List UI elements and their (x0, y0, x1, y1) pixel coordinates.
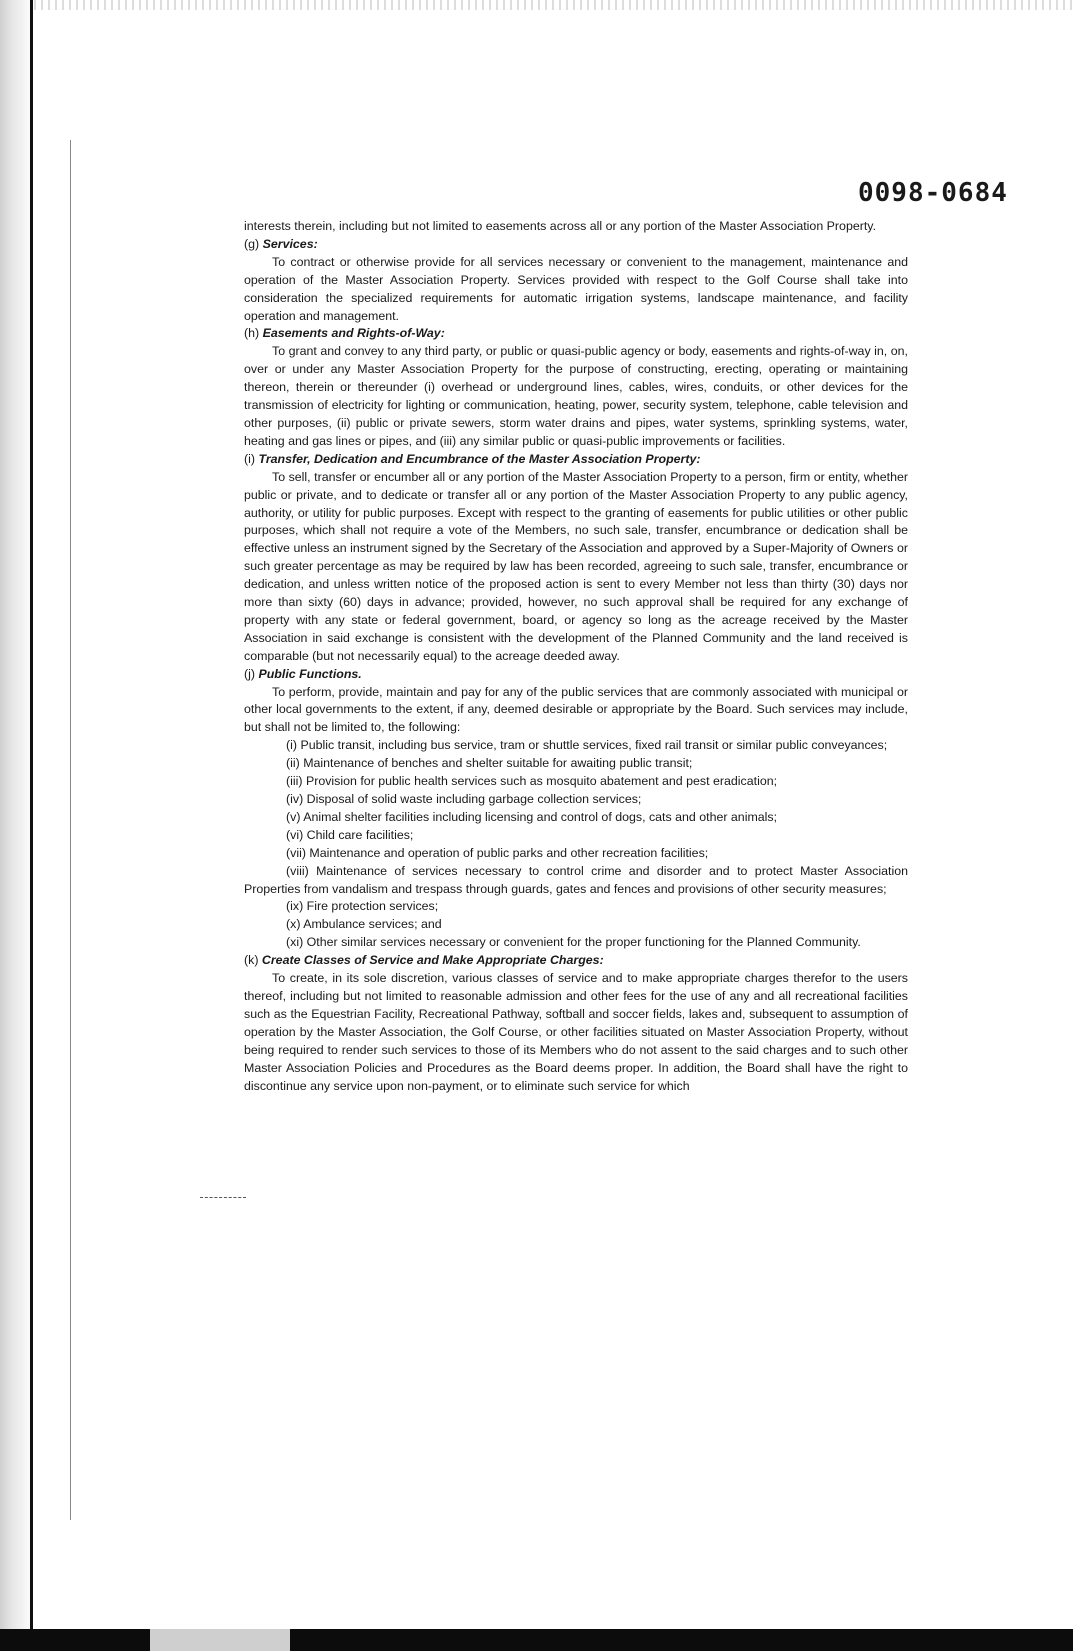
page-stamp-number: 0098-0684 (858, 178, 1008, 208)
list-item: (ii) Maintenance of benches and shelter suitable for awaiting public transit; (286, 756, 693, 771)
section-heading (244, 451, 908, 469)
margin-dash-mark (200, 1197, 246, 1199)
paragraph: To grant and convey to any third party, or public or quasi-public agency or body, easements and rights-of-way in, on, over or under any Master Association Property for the purpose of constructing, erecting, operating or maintaining thereon, therein or thereunder (i) overhead or underground lines, cables, wires, conduits, or other devices for the transmission of electricity for lighting or communication, heating, power, security system, telephone, cable television and other purposes, (ii) public or private sewers, storm water drains and pipes, water systems, sprinkling systems, water, heating and gas lines or pipes, and (iii) any similar public or quasi-public improvements or facilities. (244, 344, 908, 448)
list-item: (xi) Other similar services necessary or convenient for the proper functioning for the Planned Community. (286, 935, 861, 950)
list-item: (v) Animal shelter facilities including licensing and control of dogs, cats and other animals; (286, 809, 778, 824)
section-title: Services: (262, 236, 318, 251)
list-item: (viii) Maintenance of services necessary to control crime and disorder and to protect Master Association Properties from vandalism and trespass through guards, gates and fences and provisions of other security measures; (244, 863, 908, 896)
section-title: Public Functions. (258, 666, 362, 681)
list-item: (ix) Fire protection services; (286, 899, 439, 914)
section-heading (244, 325, 908, 343)
section-title: Easements and Rights-of-Way: (262, 326, 445, 341)
list-item: (iii) Provision for public health services such as mosquito abatement and pest eradication; (286, 774, 778, 789)
section-label: (j) (244, 666, 256, 681)
scan-left-edge (0, 0, 34, 1651)
paragraph: To perform, provide, maintain and pay for any of the public services that are commonly associated with municipal or other local governments to the extent, if any, deemed desirable or appropriate by the Board. Such services may include, but shall not be limited to, the following: (244, 684, 908, 735)
scan-bottom-band-light (150, 1629, 290, 1651)
paragraph: To contract or otherwise provide for all services necessary or convenient to the management, maintenance and operation of the Master Association Property. Services provided with respect to the Golf Course shall take into consideration the specialized requirements for automatic irrigation systems, landscape maintenance, and facility operation and management. (244, 254, 908, 323)
scan-margin-line (70, 140, 71, 1520)
list-item: (iv) Disposal of solid waste including garbage collection services; (286, 792, 642, 806)
section-title: Transfer, Dedication and Encumbrance of the Master Association Property: (258, 451, 701, 466)
section-heading (244, 952, 908, 970)
section-heading (244, 666, 908, 684)
scan-top-noise (34, 0, 1073, 10)
list-item: (vi) Child care facilities; (286, 827, 414, 842)
section-label: (i) (244, 451, 256, 466)
list-item: (vii) Maintenance and operation of public parks and other recreation facilities; (286, 845, 709, 860)
paragraph: To create, in its sole discretion, various classes of service and to make appropriate charges therefor to the users thereof, including but not limited to reasonable admission and other fees for the use of any and all recreational facilities such as the Equestrian Facility, Recreational Pathway, softball and soccer fields, lakes and, subsequent to assumption of operation by the Master Association, the Golf Course, or other facilities situated on Master Association Property, without being required to render such services to those of its Members who do not assent to the said charges and to such other Master Association Policies and Procedures as the Board deems proper. In addition, the Board shall have the right to discontinue any service upon non-payment, or to eliminate such service for which (244, 971, 908, 1093)
paragraph: To sell, transfer or encumber all or any portion of the Master Association Property to a person, firm or entity, whether public or private, and to dedicate or transfer all or any portion of the Master Association Property to any public agency, authority, or utility for public purposes. Except with respect to the granting of easements for public utilities or other public purposes, which shall not require a vote of the Members, no such sale, transfer, encumbrance or dedication shall be effective unless an instrument signed by the Secretary of the Association and approved by a Super-Majority of Owners or such greater percentage as may be required by law has been recorded, agreeing to such sale, transfer, encumbrance or dedication, and unless written notice of the proposed action is sent to every Member not less than thirty (30) days nor more than sixty (60) days in advance; provided, however, no such approval shall be required for any exchange of property with any state or federal government, board, or agency so long as the acreage received by the Master Association in said exchange is consistent with the development of the Planned Community and the land received is comparable (but not necessarily equal) to the acreage deeded away. (244, 469, 908, 663)
section-label: (g) (244, 236, 260, 251)
section-label: (h) (244, 326, 260, 341)
section-title: Create Classes of Service and Make Appropriate Charges: (261, 953, 604, 968)
scan-binding-line (30, 0, 33, 1651)
paragraph: interests therein, including but not limited to easements across all or any portion of the Master Association Property. (244, 219, 877, 233)
list-item: (i) Public transit, including bus service, tram or shuttle services, fixed rail transit or similar public conveyances; (286, 738, 888, 753)
section-heading (244, 236, 908, 254)
document-body (244, 218, 908, 1095)
list-item: (x) Ambulance services; and (286, 917, 442, 932)
section-label: (k) (244, 953, 259, 968)
